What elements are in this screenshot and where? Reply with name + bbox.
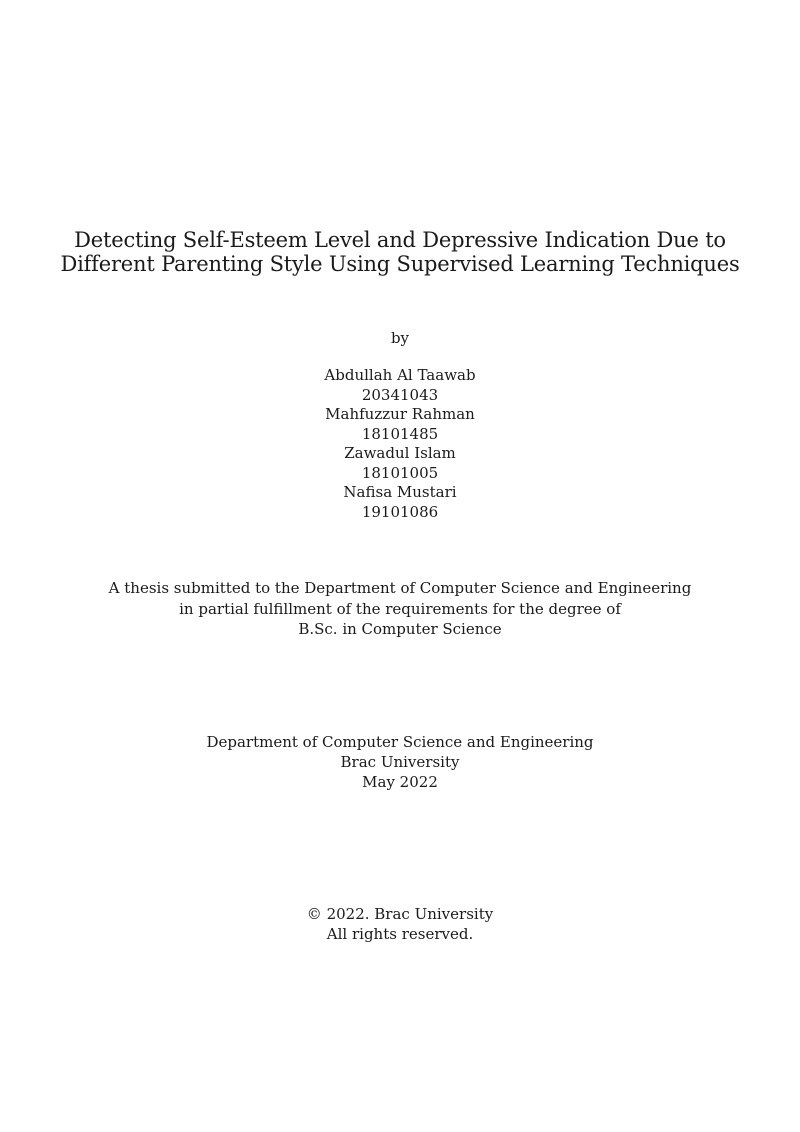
copyright-notice	[0, 904, 800, 944]
author-name: Nafisa Mustari	[343, 483, 457, 501]
submission-statement	[0, 578, 800, 640]
author-name: Mahfuzzur Rahman	[325, 405, 475, 423]
author-id: 18101485	[361, 424, 439, 443]
by-label: by	[390, 329, 410, 347]
thesis-title	[0, 228, 800, 276]
copyright-line-2: All rights reserved.	[326, 925, 474, 943]
institution-block	[0, 732, 800, 792]
author-name: Zawadul Islam	[344, 444, 456, 462]
author-id: 18101005	[361, 463, 439, 482]
department-name: Department of Computer Science and Engineering	[206, 733, 594, 751]
submission-date: May 2022	[362, 773, 438, 791]
author-id: 19101086	[361, 502, 439, 521]
statement-line-2: in partial fulfillment of the requirements for the degree of	[179, 599, 621, 618]
degree-name: B.Sc. in Computer Science	[298, 620, 502, 638]
thesis-title-line-1: Detecting Self-Esteem Level and Depressive Indication Due to	[74, 228, 726, 252]
author-name: Abdullah Al Taawab	[324, 366, 476, 384]
copyright-line-1: © 2022. Brac University	[306, 905, 494, 923]
university-name: Brac University	[340, 753, 460, 771]
thesis-title-line-2: Different Parenting Style Using Supervised Learning Techniques	[60, 252, 740, 276]
author-id: 20341043	[361, 385, 439, 404]
statement-line-1: A thesis submitted to the Department of Computer Science and Engineering	[108, 579, 692, 597]
author-list	[0, 366, 800, 522]
